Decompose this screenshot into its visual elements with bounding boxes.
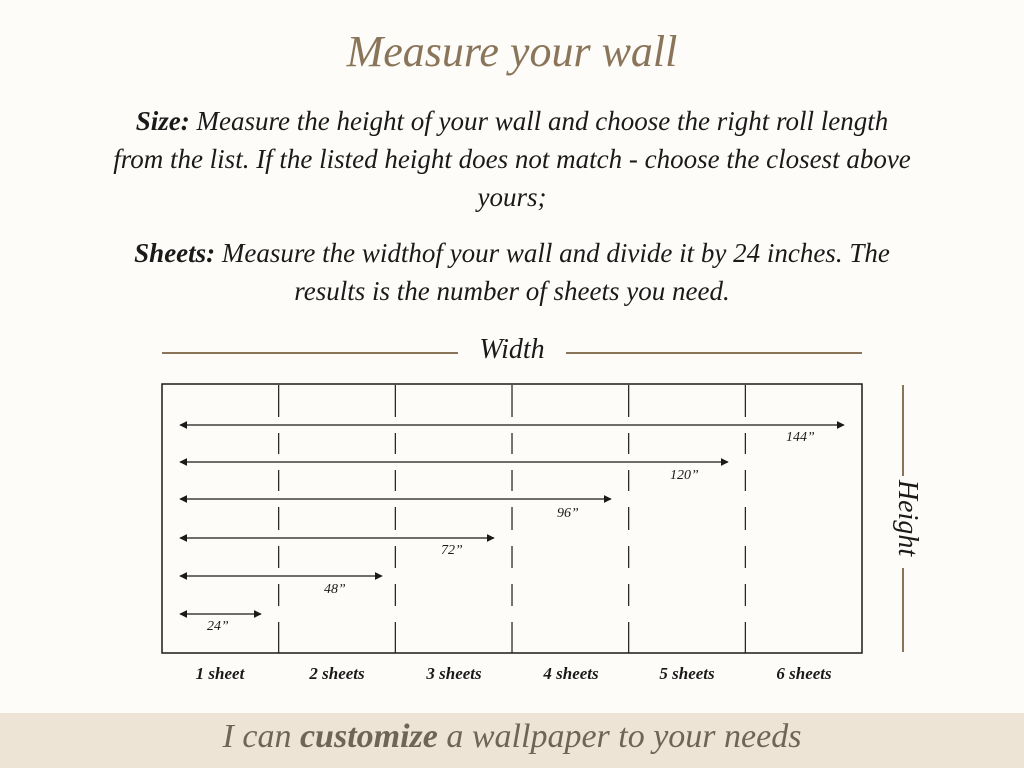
page-title: Measure your wall	[346, 27, 678, 76]
sheet-label-4: 4 sheets	[543, 664, 599, 683]
footer-text-bold: customize	[299, 718, 438, 755]
dimension-label-120: 120”	[670, 468, 699, 483]
size-text: Measure the height of your wall and choose the right roll length from the list. If the listed height does not match - choose the closest above yours;	[113, 106, 911, 212]
height-label: Height	[892, 479, 923, 557]
sheet-label-6: 6 sheets	[776, 664, 832, 683]
sheet-label-1: 1 sheet	[195, 664, 245, 683]
footer-text-pre: I can	[222, 718, 292, 755]
size-label: Size:	[135, 106, 190, 136]
sheets-text: Measure the widthof your wall and divide it by 24 inches. The results is the number of sheets you need.	[221, 238, 890, 306]
width-label: Width	[479, 334, 545, 365]
sheets-label: Sheets:	[134, 238, 216, 268]
sheet-label-3: 3 sheets	[426, 664, 482, 683]
dimension-label-24: 24”	[207, 619, 229, 634]
footer-text	[0, 718, 1024, 756]
dimension-label-72: 72”	[441, 543, 463, 558]
dimension-label-48: 48”	[324, 582, 346, 597]
sheet-label-2: 2 sheets	[309, 664, 365, 683]
dimension-label-96: 96”	[557, 506, 579, 521]
footer-text-post: a wallpaper to your needs	[446, 718, 802, 755]
sheet-label-5: 5 sheets	[659, 664, 715, 683]
dimension-label-144: 144”	[786, 430, 815, 445]
